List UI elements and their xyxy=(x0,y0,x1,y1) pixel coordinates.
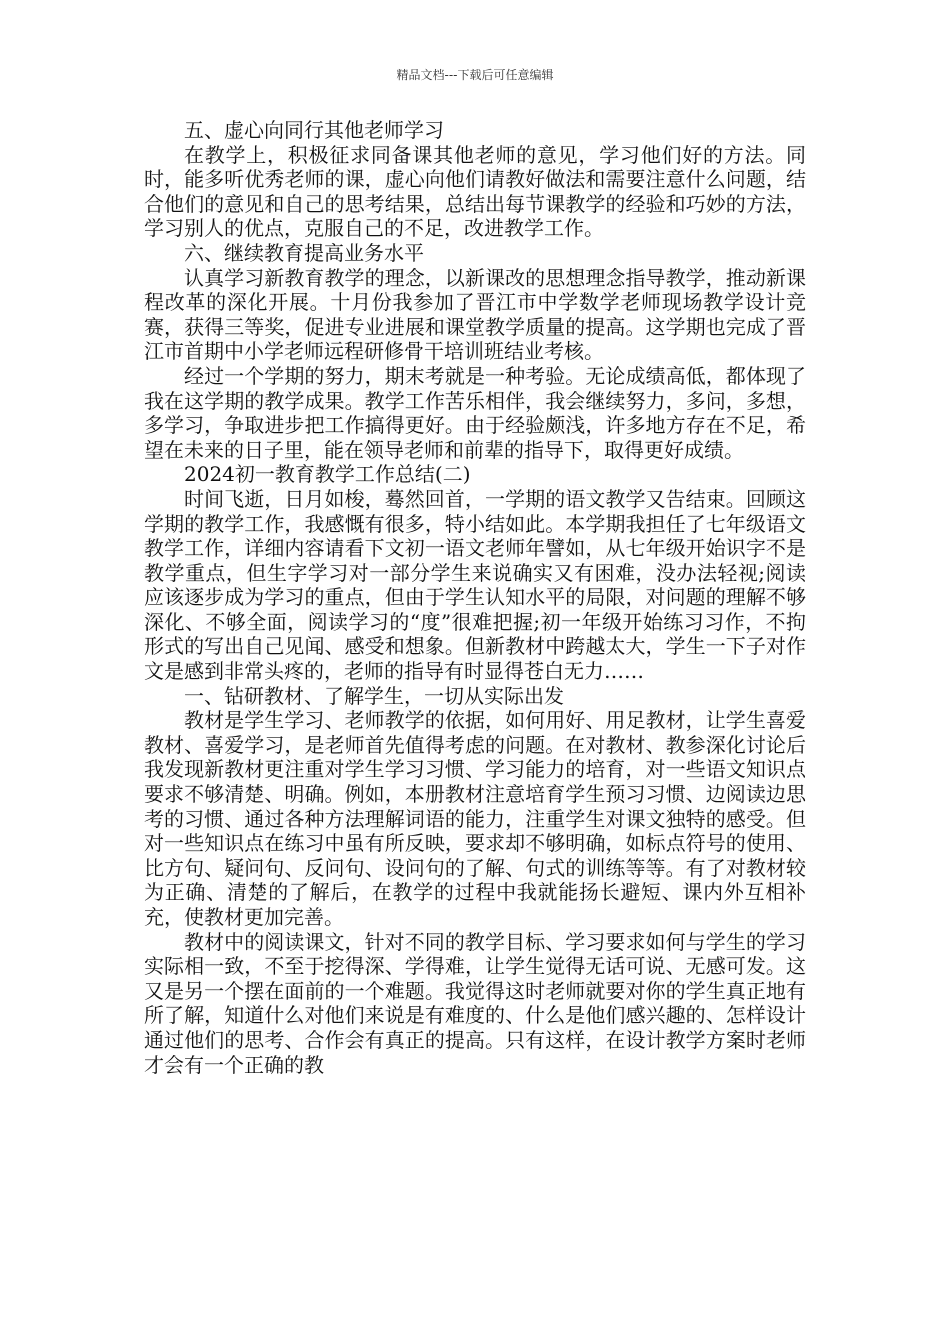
paragraph: 经过一个学期的努力，期末考就是一种考验。无论成绩高低，都体现了我在这学期的教学成果。教学工作苦乐相伴，我会继续努力，多问，多想，多学习，争取进步把工作搞得更好。由于经验颇浅，许多地方存在不足，希望在未来的日子里，能在领导老师和前辈的指导下，取得更好成绩。 xyxy=(144,363,806,462)
paragraph: 教材是学生学习、老师教学的依据，如何用好、用足教材，让学生喜爱教材、喜爱学习，是老师首先值得考虑的问题。在对教材、教参深化讨论后我发现新教材更注重对学生学习习惯、学习能力的培育，对一些语文知识点要求不够清楚、明确。例如，本册教材注意培育学生预习习惯、边阅读边思考的习惯、通过各种方法理解词语的能力，注重学生对课文独特的感受。但对一些知识点在练习中虽有所反映，要求却不够明确，如标点符号的使用、比方句、疑问句、反问句、设问句的了解、句式的训练等等。有了对教材较为正确、清楚的了解后，在教学的过程中我就能扬长避短、课内外互相补充，使教材更加完善。 xyxy=(144,708,806,929)
paragraph: 时间飞逝，日月如梭，蓦然回首，一学期的语文教学又告结束。回顾这学期的教学工作，我感慨有很多，特小结如此。本学期我担任了七年级语文教学工作，详细内容请看下文初一语文老师年譬如，从七年级开始识字不是教学重点，但生字学习对一部分学生来说确实又有困难，没办法轻视;阅读应该逐步成为学习的重点，但由于学生认知水平的局限，对问题的理解不够深化、不够全面，阅读学习的“度”很难把握;初一年级开始练习习作，不拘形式的写出自己见闻、感受和想象。但新教材中跨越太大，学生一下子对作文是感到非常头疼的，老师的指导有时显得苍白无力…… xyxy=(144,486,806,684)
page-header: 精品文档---下载后可任意编辑 xyxy=(396,68,554,82)
paragraph: 认真学习新教育教学的理念，以新课改的思想理念指导教学，推动新课程改革的深化开展。十月份我参加了晋江市中学数学老师现场教学设计竞赛，获得三等奖，促进专业进展和课堂教学质量的提高。这学期也完成了晋江市首期中小学老师远程研修骨干培训班结业考核。 xyxy=(144,265,806,364)
document-subtitle: 2024初一教育教学工作总结(二) xyxy=(184,462,471,487)
document-body xyxy=(144,118,806,1077)
section-heading-1: 一、钻研教材、了解学生，一切从实际出发 xyxy=(184,683,564,708)
section-heading-6: 六、继续教育提高业务水平 xyxy=(184,240,424,265)
paragraph: 教材中的阅读课文，针对不同的教学目标、学习要求如何与学生的学习实际相一致，不至于挖得深、学得难，让学生觉得无话可说、无感可发。这又是另一个摆在面前的一个难题。我觉得这时老师就要对你的学生真正地有所了解，知道什么对他们来说是有难度的、什么是他们感兴趣的、怎样设计通过他们的思考、合作会有真正的提高。只有这样，在设计教学方案时老师才会有一个正确的教 xyxy=(144,929,806,1077)
section-heading-5: 五、虚心向同行其他老师学习 xyxy=(184,118,444,142)
paragraph: 在教学上，积极征求同备课其他老师的意见，学习他们好的方法。同时，能多听优秀老师的课，虚心向他们请教好做法和需要注意什么问题，结合他们的意见和自己的思考结果，总结出每节课教学的经验和巧妙的方法，学习别人的优点，克服自己的不足，改进教学工作。 xyxy=(144,142,806,241)
